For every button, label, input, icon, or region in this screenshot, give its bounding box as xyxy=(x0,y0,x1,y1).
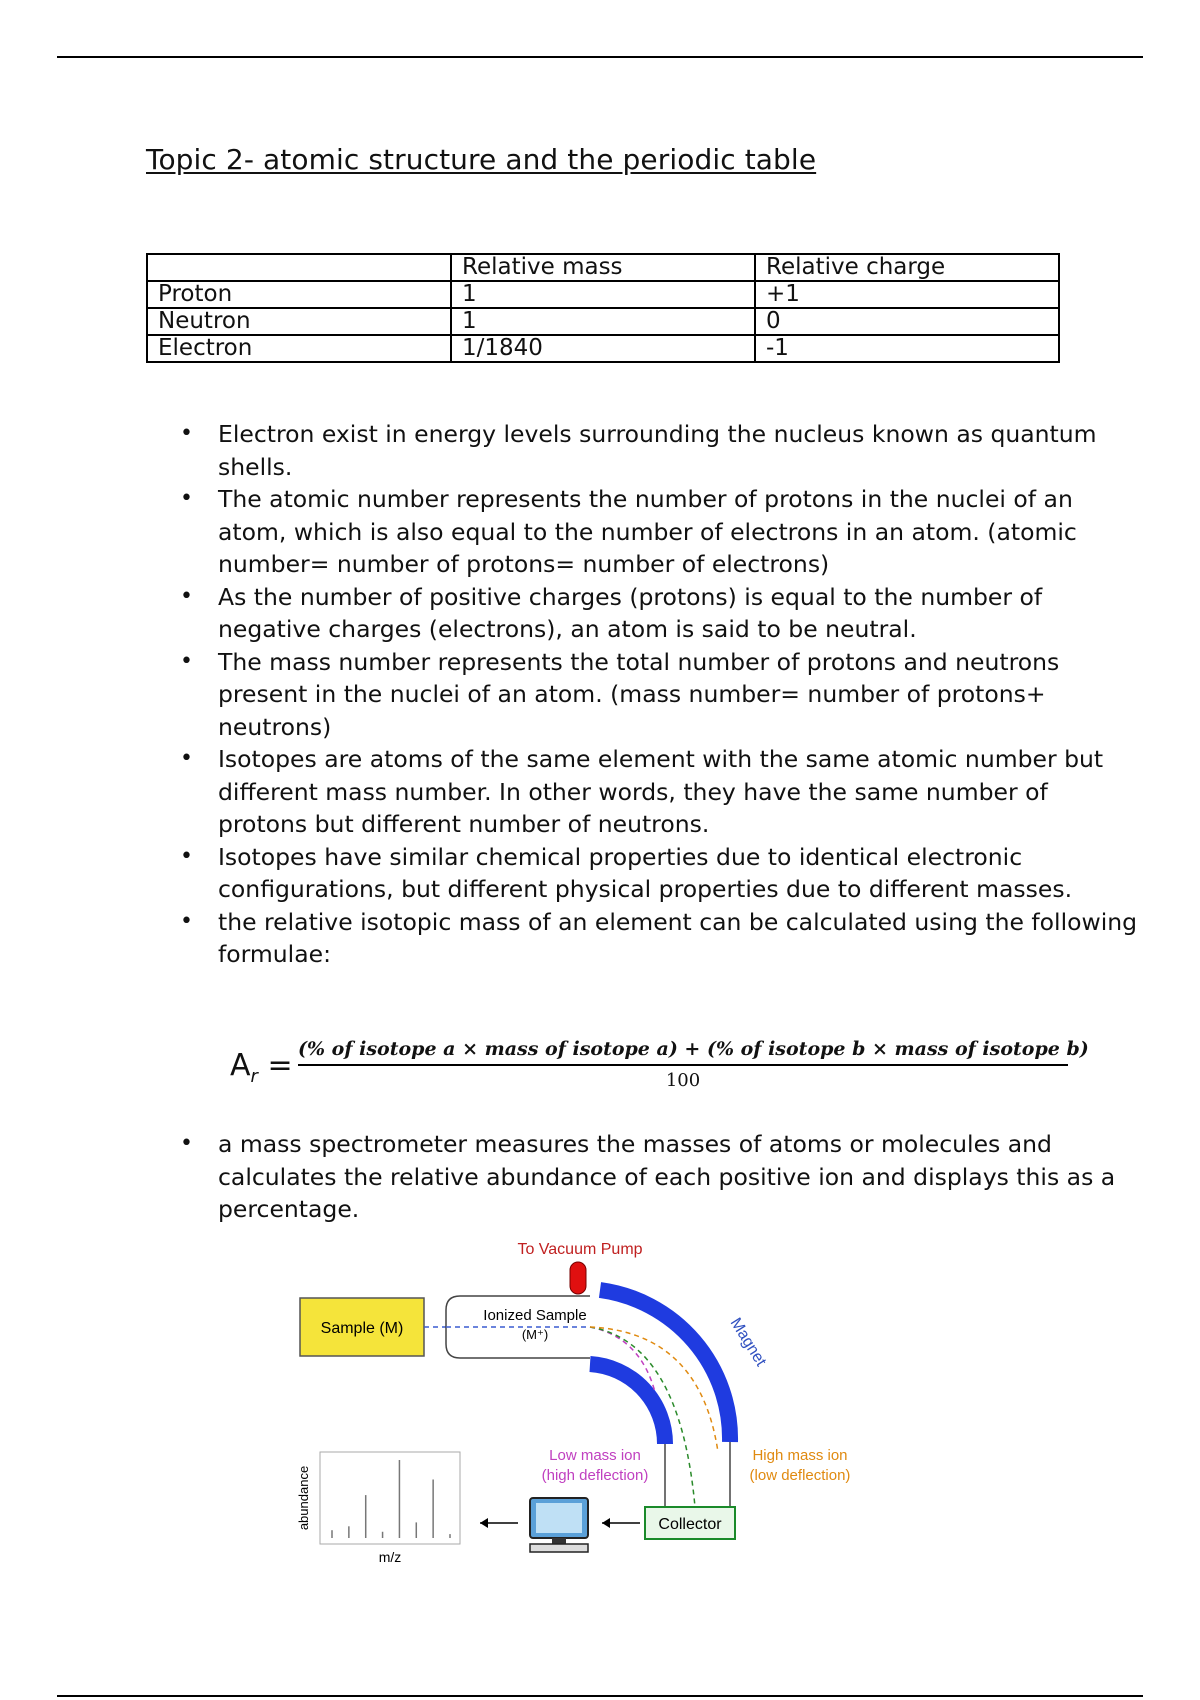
table-cell: 1/1840 xyxy=(451,335,755,362)
list-item: • The atomic number represents the number of protons in the nuclei of an atom, which is also equal to the number of electrons in an atom. (atomic number= number of protons= number of electrons) xyxy=(218,483,1138,581)
relative-mass-formula xyxy=(230,1038,1089,1098)
table-cell: Neutron xyxy=(147,308,451,335)
table-header-cell: Relative mass xyxy=(451,254,755,281)
computer-icon xyxy=(530,1498,588,1552)
table-cell: Proton xyxy=(147,281,451,308)
list-item: • As the number of positive charges (protons) is equal to the number of negative charges (electrons), an atom is said to be neutral. xyxy=(218,581,1138,646)
magnet-label: Magnet xyxy=(726,1315,770,1370)
table-header-cell xyxy=(147,254,451,281)
vacuum-pump-icon xyxy=(570,1262,586,1294)
formula-fraction xyxy=(298,1038,1089,1091)
table-cell: 1 xyxy=(451,308,755,335)
high-mass-sublabel: (low deflection) xyxy=(749,1467,851,1484)
spectrum-x-label: m/z xyxy=(378,1549,402,1565)
sample-label: Sample (M) xyxy=(320,1320,404,1337)
ionized-sample-label: Ionized Sample xyxy=(483,1307,587,1324)
bullet-list-2 xyxy=(146,1128,1138,1226)
list-item: • Isotopes have similar chemical properties due to identical electronic configurations, but different physical properties due to different masses. xyxy=(218,841,1138,906)
particles-table xyxy=(146,253,1060,363)
table-cell: 1 xyxy=(451,281,755,308)
spectrum-y-label: abundance xyxy=(296,1465,311,1531)
low-mass-sublabel: (high deflection) xyxy=(541,1467,649,1484)
table-header-row xyxy=(147,254,1059,281)
list-item: • a mass spectrometer measures the masses of atoms or molecules and calculates the relative abundance of each positive ion and displays this as a percentage. xyxy=(218,1128,1138,1226)
table-header-cell: Relative charge xyxy=(755,254,1059,281)
table-cell: 0 xyxy=(755,308,1059,335)
top-rule xyxy=(57,56,1143,58)
table-row xyxy=(147,281,1059,308)
bullet-list xyxy=(146,418,1138,971)
formula-numerator: (% of isotope a × mass of isotope a) + (% of isotope b × mass of isotope b) xyxy=(298,1038,1068,1066)
bottom-rule xyxy=(57,1695,1143,1697)
formula-equals: = xyxy=(267,1048,293,1083)
page-title: Topic 2- atomic structure and the periodic table xyxy=(146,143,817,176)
mass-spectrum-plot xyxy=(296,1452,460,1565)
formula-subscript: r xyxy=(250,1066,258,1087)
table-cell: +1 xyxy=(755,281,1059,308)
formula-denominator: 100 xyxy=(665,1070,701,1091)
list-item: • The mass number represents the total number of protons and neutrons present in the nuclei of an atom. (mass number= number of protons+ neutrons) xyxy=(218,646,1138,744)
list-item: • Isotopes are atoms of the same element with the same atomic number but different mass number. In other words, they have the same number of protons but different number of neutrons. xyxy=(218,743,1138,841)
formula-symbol: A xyxy=(230,1048,251,1083)
formula-lhs xyxy=(230,1048,293,1087)
arrow-head-icon xyxy=(602,1518,610,1528)
arrow-head-icon xyxy=(480,1518,488,1528)
low-mass-label: Low mass ion xyxy=(549,1447,641,1464)
magnet-inner xyxy=(590,1364,665,1444)
ionized-sample-symbol: (M⁺) xyxy=(521,1327,549,1342)
table-row xyxy=(147,308,1059,335)
spectrum-frame xyxy=(320,1452,460,1544)
list-item: • Electron exist in energy levels surrounding the nucleus known as quantum shells. xyxy=(218,418,1138,483)
collector-label: Collector xyxy=(658,1516,722,1533)
table-row xyxy=(147,335,1059,362)
vacuum-pump-label: To Vacuum Pump xyxy=(517,1241,643,1258)
table-cell: -1 xyxy=(755,335,1059,362)
mass-spectrometer-diagram xyxy=(290,1232,890,1572)
table-cell: Electron xyxy=(147,335,451,362)
high-mass-label: High mass ion xyxy=(752,1447,848,1464)
list-item: • the relative isotopic mass of an element can be calculated using the following formulae: xyxy=(218,906,1138,971)
